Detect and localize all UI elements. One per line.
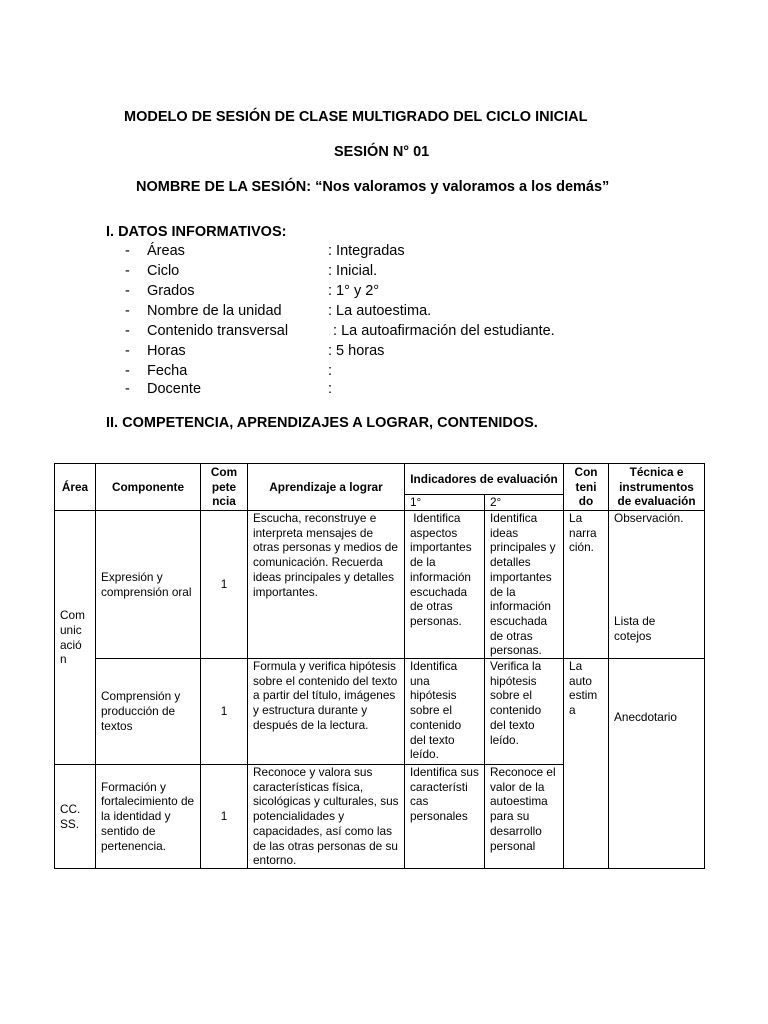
dash: - [125, 343, 130, 359]
componente-cell: Formación y fortalecimiento de la identidad y sentido de pertenencia. [96, 765, 201, 869]
datos-label: Ciclo [147, 263, 180, 279]
dash: - [125, 303, 130, 319]
aprendizaje-cell: Formula y verifica hipótesis sobre el contenido del texto a partir del título, imágenes y estructura durante y después de la lectura. [248, 659, 405, 765]
indicator-grade-2-cell: Reconoce el valor de la autoestima para su desarrollo personal [485, 765, 564, 869]
area-cell: Com unic ació n [55, 511, 96, 765]
tecnica-anecdotario: Anecdotario [614, 710, 677, 725]
datos-label: Contenido transversal [147, 323, 289, 339]
header-grade-2: 2° [485, 495, 564, 511]
datos-value: : Integradas [328, 243, 405, 259]
dash: - [125, 381, 130, 397]
indicator-grade-1-cell: Identifica sus característi cas personales [405, 765, 485, 869]
header-area: Área [55, 464, 96, 511]
componente-cell: Expresión y comprensión oral [96, 511, 201, 659]
datos-label: Horas [147, 343, 186, 359]
header-contenido: Con teni do [564, 464, 609, 511]
datos-label: Fecha [147, 363, 188, 379]
dash: - [125, 283, 130, 299]
header-grade-1: 1° [405, 495, 485, 511]
aprendizaje-cell: Reconoce y valora sus características física, sicológicas y culturales, sus potencialidades y capacidades, así como las de las otras personas de su entorno. [248, 765, 405, 869]
datos-label: Grados [147, 283, 195, 299]
header-aprendizaje: Aprendizaje a lograr [248, 464, 405, 511]
datos-label: Áreas [147, 243, 185, 259]
table-row [55, 659, 705, 765]
document-title: MODELO DE SESIÓN DE CLASE MULTIGRADO DEL CICLO INICIAL [124, 109, 588, 125]
indicator-grade-2-cell: Verifica la hipótesis sobre el contenido del texto leído. [485, 659, 564, 765]
dash: - [125, 323, 130, 339]
area-cell: CC. SS. [55, 765, 96, 869]
indicator-grade-1-cell: Identifica una hipótesis sobre el contenido del texto leído. [405, 659, 485, 765]
componente-cell: Comprensión y producción de textos [96, 659, 201, 765]
competencia-cell: 1 [201, 659, 248, 765]
session-name [136, 179, 609, 195]
contenido-cell: La auto estim a [564, 659, 609, 869]
datos-value: : La autoestima. [328, 303, 432, 319]
dash: - [125, 263, 130, 279]
datos-value: : Inicial. [328, 263, 378, 279]
session-name-label: NOMBRE DE LA SESIÓN: [136, 179, 312, 195]
datos-heading: I. DATOS INFORMATIVOS: [106, 224, 287, 240]
datos-value: : [328, 363, 333, 379]
header-componente: Componente [96, 464, 201, 511]
datos-value: : 1° y 2° [328, 283, 380, 299]
tecnica-lista-cotejos: Lista de cotejos [614, 614, 656, 643]
session-name-value: “Nos valoramos y valoramos a los demás” [315, 179, 610, 195]
competencia-cell: 1 [201, 511, 248, 659]
dash: - [125, 243, 130, 259]
session-number: SESIÓN N° 01 [334, 144, 430, 160]
competencia-heading: II. COMPETENCIA, APRENDIZAJES A LOGRAR, CONTENIDOS. [106, 415, 538, 431]
datos-value: : 5 horas [328, 343, 385, 359]
dash: - [125, 363, 130, 379]
datos-value: : [328, 381, 333, 397]
header-competencia: Com pete ncia [201, 464, 248, 511]
tecnica-cell: Observación. [609, 511, 705, 659]
header-indicadores: Indicadores de evaluación [405, 464, 564, 495]
tecnica-cell [609, 614, 705, 869]
datos-value: : La autoafirmación del estudiante. [329, 323, 555, 339]
session-table [54, 463, 705, 869]
table-row [55, 511, 705, 659]
competencia-cell: 1 [201, 765, 248, 869]
table-header-row [55, 464, 705, 495]
datos-label: Docente [147, 381, 202, 397]
datos-label: Nombre de la unidad [147, 303, 282, 319]
indicator-grade-1-cell: Identifica aspectos importantes de la información escuchada de otras personas. [405, 511, 485, 659]
aprendizaje-cell: Escucha, reconstruye e interpreta mensajes de otras personas y medios de comunicación. Recuerda ideas principales y detalles importantes. [248, 511, 405, 659]
contenido-cell: La narra ción. [564, 511, 609, 659]
header-tecnica: Técnica e instrumentos de evaluación [609, 464, 705, 511]
indicator-grade-2-cell: Identifica ideas principales y detalles importantes de la información escuchada de otras personas. [485, 511, 564, 659]
